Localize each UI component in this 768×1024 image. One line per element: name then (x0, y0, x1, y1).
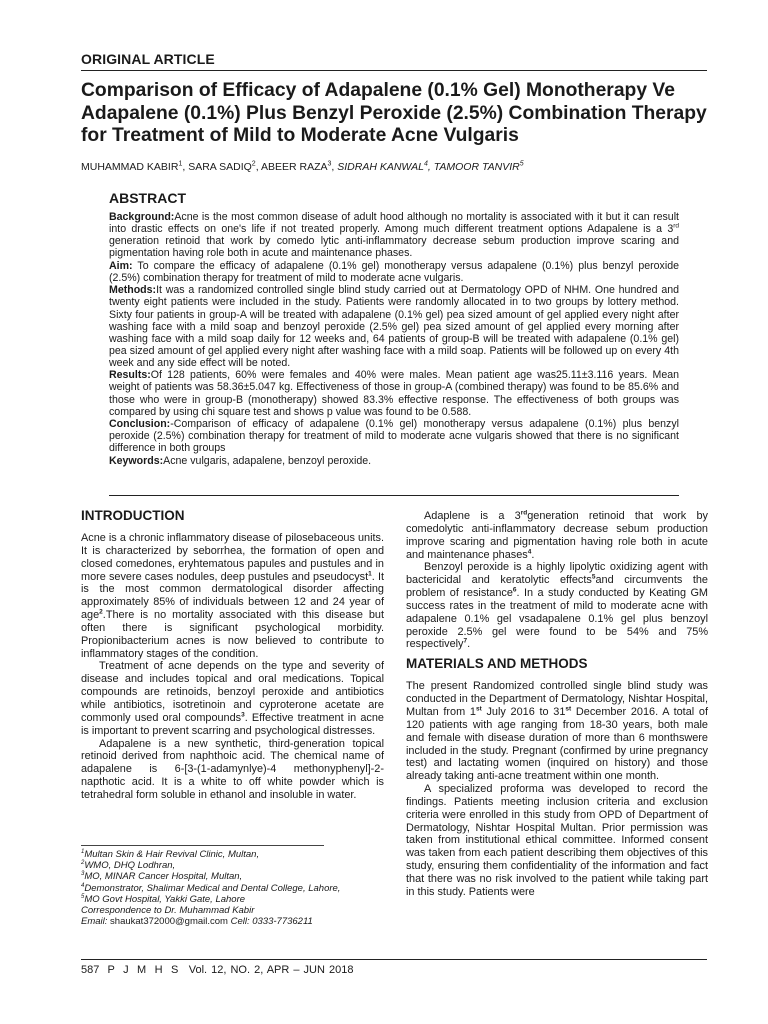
cell-number: Cell: 0333-7736211 (227, 916, 313, 928)
footnote-affiliation: $^5$MO Govt Hospital, Yakki Gate, Lahore (81, 893, 246, 905)
citation-mark: 1 (368, 569, 372, 577)
paragraph: Treatment of acne depends on the type and severity of disease and includes topical and oral medications. Topical compounds are retinoids, benzoyl peroxide and antibiotics while antibiotics, isotretinoin and cyproterone acetate are commonly used oral compounds$^3$. Effective treatment in acne is important to prevent scarring and psychological distresses. (81, 660, 384, 737)
footnote-affiliation: $^4$Demonstrator, Shalimar Medical and Dental College, Lahore, (81, 882, 341, 894)
citation-mark: 3 (241, 711, 245, 719)
author-name: MUHAMMAD KABIR (81, 161, 179, 173)
author-affiliation-mark: 4 (424, 160, 428, 168)
right-column (406, 510, 708, 899)
author-name: ABEER RAZA (260, 161, 328, 173)
abstract-body (109, 211, 679, 467)
paragraph: A specialized proforma was developed to record the findings. Patients meeting inclusion criteria and exclusion criteria were enrolled in this study from OPD of Department of Dermatology, Nishtar Hospital Multan. Prior permission was taken from institutional ethical committee. Informed consent was taken from each patient describing them objectives of this study, ensuring them confidentiality of the information and fact that there was no risk involved to the patient while taking part in this study. Patients were (406, 783, 708, 898)
footnote-affiliation: $^2$WMO, DHQ Lodhran, (81, 860, 176, 872)
footnote-affiliation: $^3$MO, MINAR Cancer Hospital, Multan, (81, 871, 243, 883)
citation-mark: 2 (99, 608, 103, 616)
footnote-affiliation: $^1$Multan Skin & Hair Revival Clinic, Multan, (81, 848, 260, 860)
email-label: Email: (81, 916, 108, 928)
abstract-label: Methods: (109, 284, 157, 297)
author-affiliation-mark: 2 (251, 160, 256, 168)
paragraph: Adapalene is a new synthetic, third-generation topical retinoid derived from naphthoic acid. The chemical name of adapalene is 6-[3-(1-adamynlye)-4 methonyphenyl]-2-napthotic acid. It is a white to off white powder which is tetrahedral form soluble in ethanol and insoluble in water. (81, 737, 384, 801)
journal-page (81, 0, 707, 1024)
journal-abbreviation: P J M H S (107, 964, 181, 976)
abstract-label: Results: (109, 369, 151, 382)
abstract-methods: Methods:It was a randomized controlled single blind study carried out at Dermatology OPD of NHM. One hundred and twenty eight patients were included in the study. Patients were randomly allocated in to two groups by lottery method. Sixty four patients in group-A will be treated with adapalene (0.1% gel) pea sized amount of gel applied every night after washing face with a mild soap and benzoyl peroxide (2.5% gel) pea sized amount of gel applied every morning after washing face with a mild soap daily for 12 weeks and, 64 patients of group-B will be treated with adapalene (0.1% gel) pea sized amount of gel applied every night after washing face with a mild soap. Patients will be followed up on every 4th week and any side effect will be noted. (109, 284, 679, 369)
abstract-rule (109, 495, 679, 496)
correspondence: Correspondence to Dr. Muhammad Kabir (81, 905, 255, 917)
abstract-label: Background: (109, 211, 175, 223)
left-column (81, 508, 384, 802)
page-number: 587 (81, 964, 100, 976)
citation-mark: 7 (463, 637, 468, 645)
abstract-background: Background:Acne is the most common disease of adult hood although no mortality is associated with it but it can result into drastic effects on one's life if not treated properly. Among much different treatment options Adapalene is a 3rd generation retinoid that work by comedo lytic anti-inflammatory decrease sebum production improve scaring and pigmentation having role both in acute and maintenance phases. (109, 211, 679, 260)
title-line: for Treatment of Mild to Moderate Acne Vulgaris (81, 125, 519, 146)
footnotes (81, 849, 340, 927)
contact-line (81, 916, 340, 927)
volume-issue: Vol. 12, NO. 2, APR – JUN 2018 (188, 964, 354, 976)
abstract-label: Aim: (109, 259, 133, 272)
abstract-conclusion: Conclusion:-Comparison of efficacy of adapalene (0.1% gel) monotherapy versus adapalene (0.1%) plus benzyl peroxide (2.5%) combination therapy for treatment of mild to moderate acne vulgaris showed that there is no significant difference in both groups (109, 418, 679, 455)
paragraph: Acne is a chronic inflammatory disease of pilosebaceous units. It is characterized by seborrhea, the formation of open and closed comedones, eryhtematous papules and pustules and in more severe cases nodules, deep pustules and pseudocyst$^1$. It is the most common dermatological disorder affecting approximately 85% of individuals between 12 and 24 year of age$^2$.There is no mortality associated with this disease but often there is significant psychological morbidity. Propionibacterium acnes is now believed to contribute to inflammatory stages of the condition. (81, 532, 384, 660)
article-type: ORIGINAL ARTICLE (81, 51, 215, 67)
header-rule (81, 70, 707, 71)
citation-mark: 6 (512, 586, 517, 594)
author-name: TAMOOR TANVIR (433, 161, 520, 173)
author-affiliation-mark: 3 (327, 160, 332, 168)
page-footer (81, 964, 353, 976)
paragraph: Adaplene is a 3rdgeneration retinoid that work by comedolytic anti-inflammatory decrease sebum production improve scaring and pigmentation having role both in acute and maintenance phases$^4$. (406, 509, 708, 561)
footer-rule (81, 959, 707, 960)
superscript: rd (520, 509, 528, 517)
email-address[interactable]: shaukat372000@gmail.com (107, 916, 228, 928)
title-line: Adapalene (0.1%) Plus Benzyl Peroxide (2.5%) Combination Therapy (81, 102, 707, 124)
superscript: st (475, 705, 482, 713)
citation-mark: 4 (527, 547, 532, 555)
author-affiliation-mark: 5 (519, 160, 524, 168)
abstract-keywords: Keywords:Acne vulgaris, adapalene, benzoyl peroxide. (109, 454, 372, 467)
paragraph: Benzoyl peroxide is a highly lipolytic oxidizing agent with bactericidal and keratolytic effects$^5$and circumvents the problem of resistance$^6$. In a study conducted by Keating GM success rates in the treatment of mild to moderate acne with adapalene 0.1% gel vsadapalene 0.1% gel plus benzoyl peroxide 2.5% gel were found to be 54% and 75% respectively$^7$. (406, 561, 708, 651)
paragraph: The present Randomized controlled single blind study was conducted in the Department of Dermatology, Nishtar Hospital, Multan from 1st July 2016 to 31st December 2016. A total of 120 patients with age ranging from 18-30 years, both male and female with disease duration of more than 6 monthswere included in the study. Pregnant (confirmed by urine pregnancy test) and lactating women (inquired on history) and those already taking anti-acne treatment within one month. (406, 680, 708, 783)
title-line: Comparison of Efficacy of Adapalene (0.1% Gel) Monotherapy Ve (81, 80, 675, 101)
author-list: MUHAMMAD KABIR$^1$, SARA SADIQ$^2$, ABEER RAZA$^3$, SIDRAH KANWAL$^4$, TAMOOR TANVIR$^5$ (81, 160, 524, 173)
author-name: SARA SADIQ (188, 161, 252, 173)
abstract-results: Results:Of 128 patients, 60% were females and 40% were males. Mean patient age was25.11±3.116 years. Mean weight of patients was 58.36±5.047 kg. Effectiveness of those in group-A (combined therapy) was found to be 85.6% and those who were in group-B (monotherapy) showed 83.3% effective response. The effectiveness of both groups was compared by using chi square test and shows p value was found to be 0.588. (109, 369, 679, 418)
article-title (81, 80, 711, 148)
author-affiliation-mark: 1 (178, 160, 183, 168)
abstract-heading: ABSTRACT (109, 190, 186, 206)
footnote-rule (81, 845, 324, 846)
section-heading-introduction: INTRODUCTION (81, 508, 185, 523)
abstract-label: Conclusion: (109, 418, 171, 431)
author-name: SIDRAH KANWAL (337, 161, 424, 173)
abstract-label: Keywords: (109, 454, 164, 467)
citation-mark: 5 (591, 573, 596, 581)
abstract-aim: Aim: To compare the efficacy of adapalene (0.1% gel) monotherapy versus adapalene (0.1%) plus benzyl peroxide (2.5%) combination therapy for treatment of mild to moderate acne vulgaris. (109, 259, 679, 284)
superscript: st (565, 705, 572, 713)
section-heading-methods: MATERIALS AND METHODS (406, 656, 588, 672)
